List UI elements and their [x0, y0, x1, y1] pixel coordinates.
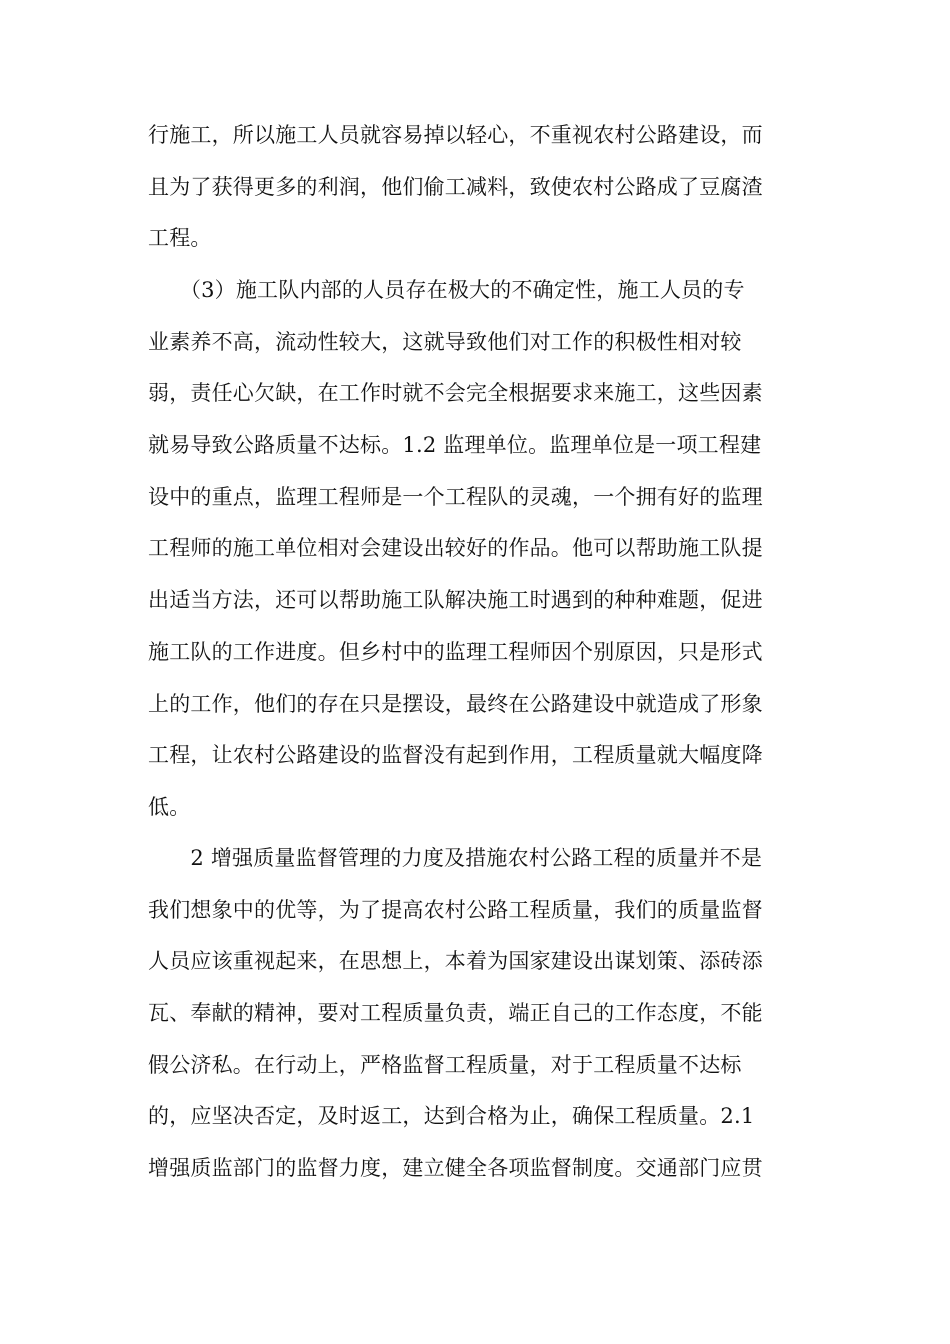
text-line: 设中的重点，监理工程师是一个工程队的灵魂，一个拥有好的监理	[148, 484, 763, 509]
text-line: 出适当方法，还可以帮助施工队解决施工时遇到的种种难题，促进	[148, 588, 763, 613]
text-line: 业素养不高，流动性较大，这就导致他们对工作的积极性相对较	[148, 329, 742, 354]
text-line: 弱，责任心欠缺，在工作时就不会完全根据要求来施工，这些因素	[148, 381, 763, 406]
text-line: 行施工，所以施工人员就容易掉以轻心，不重视农村公路建设，而	[148, 123, 763, 147]
text-line: 工程师的施工单位相对会建设出较好的作品。他可以帮助施工队提	[148, 536, 763, 561]
text-line: 就易导致公路质量不达标。1.2 监理单位。监理单位是一项工程建	[148, 433, 762, 458]
text-line: 工程，让农村公路建设的监督没有起到作用，工程质量就大幅度降	[148, 743, 763, 768]
text-line: 人员应该重视起来，在思想上，本着为国家建设出谋划策、添砖添	[148, 949, 763, 974]
text-line: 上的工作，他们的存在只是摆设，最终在公路建设中就造成了形象	[148, 691, 763, 716]
text-line: 我们想象中的优等，为了提高农村公路工程质量，我们的质量监督	[148, 897, 763, 922]
text-line: 增强质监部门的监督力度，建立健全各项监督制度。交通部门应贯	[148, 1156, 763, 1181]
paragraph-quality-supervision-measures	[148, 833, 808, 1195]
text-line: 瓦、奉献的精神，要对工程质量负责，端正自己的工作态度，不能	[148, 1001, 763, 1026]
paragraph-personnel-and-supervision	[148, 265, 808, 834]
paragraph-construction-negligence	[148, 110, 808, 265]
text-line: 2 增强质量监督管理的力度及措施农村公路工程的质量并不是	[148, 846, 763, 870]
text-line: 工程。	[148, 226, 212, 251]
text-line: 假公济私。在行动上，严格监督工程质量，对于工程质量不达标	[148, 1052, 742, 1077]
text-line: 施工队的工作进度。但乡村中的监理工程师因个别原因，只是形式	[148, 639, 763, 664]
text-line: 且为了获得更多的利润，他们偷工减料，致使农村公路成了豆腐渣	[148, 174, 763, 199]
text-line: （3）施工队内部的人员存在极大的不确定性，施工人员的专	[148, 278, 745, 302]
text-line: 低。	[148, 794, 191, 819]
text-line: 的，应坚决否定，及时返工，达到合格为止，确保工程质量。2.1	[148, 1104, 755, 1129]
